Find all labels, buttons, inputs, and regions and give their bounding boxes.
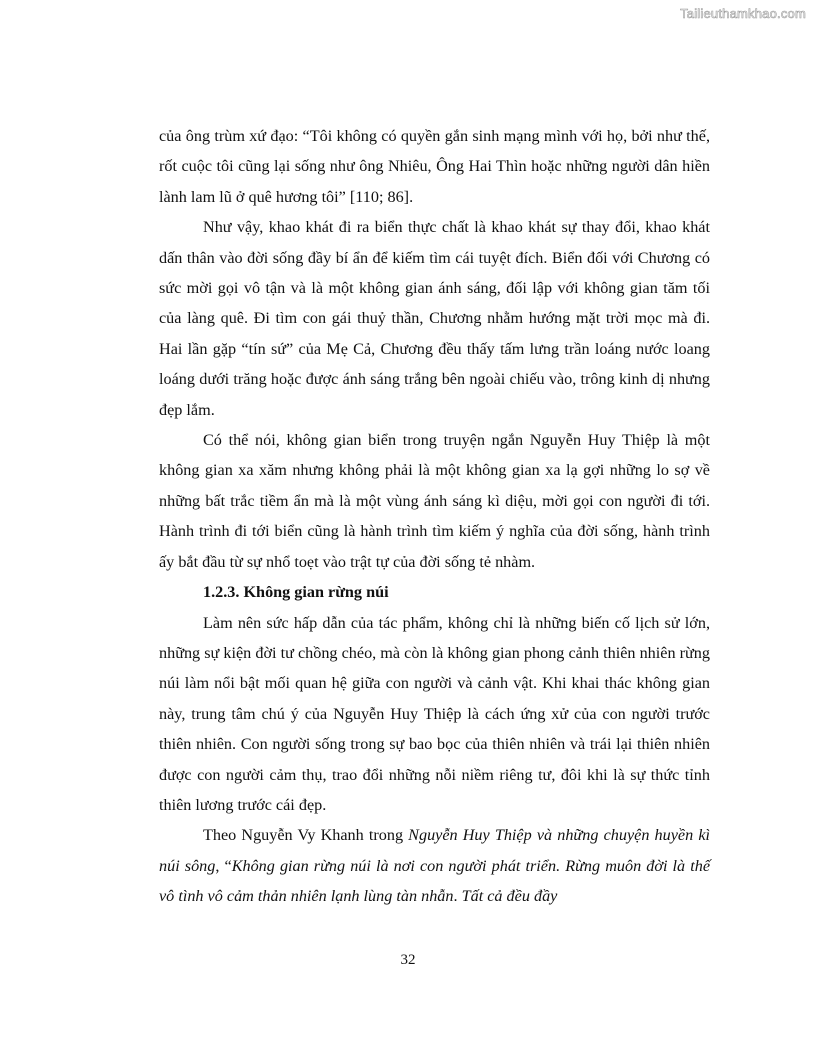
quote-text-end: Tất cả đều đầy [461,887,558,906]
book-title: Nguyễn Huy Thiệp và những chuyện huyền kì núi sông [159,826,710,875]
paragraph-sea-longing: Như vậy, khao khát đi ra biển thực chất là khao khát sự thay đổi, khao khát dấn thân vào đời sống đầy bí ẩn để kiếm tìm cái tuyệt đích. Biển đối với Chương có sức mời gọi vô tận và là một không gian ánh sáng, đối lập với không gian tăm tối của làng quê. Đi tìm con gái thuỷ thần, Chương nhằm hướng mặt trời mọc mà đi. Hai lần gặp “tín sứ” của Mẹ Cả, Chương đều thấy tấm lưng trần loáng nước loang loáng dưới trăng hoặc được ánh sáng trắng bên ngoài chiếu vào, trông kinh dị nhưng đẹp lắm. [159,218,710,419]
quote-separator: . [453,887,462,906]
quote-open: , “ [215,856,232,875]
quote-lead: Theo Nguyễn Vy Khanh trong [203,826,409,845]
paragraph-quote [159,820,710,911]
quote-text: Không gian rừng núi là nơi con người phát triển. Rừng muôn đời là thế vô tình vô cảm thản nhiên lạnh lùng tàn nhẫn [159,856,711,906]
paragraph-forest-space: Làm nên sức hấp dẫn của tác phẩm, không chỉ là những biến cố lịch sử lớn, những sự kiện đời tư chồng chéo, mà còn là không gian phong cảnh thiên nhiên rừng núi làm nổi bật mối quan hệ giữa con người và cảnh vật. Khi khai thác không gian này, trung tâm chú ý của Nguyễn Huy Thiệp là cách ứng xử của con người trước thiên nhiên. Con người sống trong sự bao bọc của thiên nhiên và trái lại thiên nhiên được con người cảm thụ, trao đổi những nỗi niềm riêng tư, đôi khi là sự thức tỉnh thiên lương trước cái đẹp. [159,613,710,814]
watermark-text: Tailieuthamkhao.com [680,6,806,21]
page-number: 32 [400,952,416,968]
paragraph-continuation: của ông trùm xứ đạo: “Tôi không có quyền gắn sinh mạng mình với họ, bởi như thế, rốt cuộc tôi cũng lại sống như ông Nhiêu, Ông Hai Thìn hoặc những người dân hiền lành lam lũ ở quê hương tôi” [110; 86]. [159,127,710,206]
paragraph-sea-space: Có thể nói, không gian biển trong truyện ngắn Nguyễn Huy Thiệp là một không gian xa xăm nhưng không phải là một không gian xa lạ gợi những lo sợ về những bất trắc tiềm ẩn mà là một vùng ánh sáng kì diệu, mời gọi con người đi tới. Hành trình đi tới biển cũng là hành trình tìm kiếm ý nghĩa của đời sống, hành trình ấy bắt đầu từ sự nhổ toẹt vào trật tự của đời sống tẻ nhàm. [159,431,710,571]
document-body [159,121,710,912]
section-heading: 1.2.3. Không gian rừng núi [203,583,389,602]
